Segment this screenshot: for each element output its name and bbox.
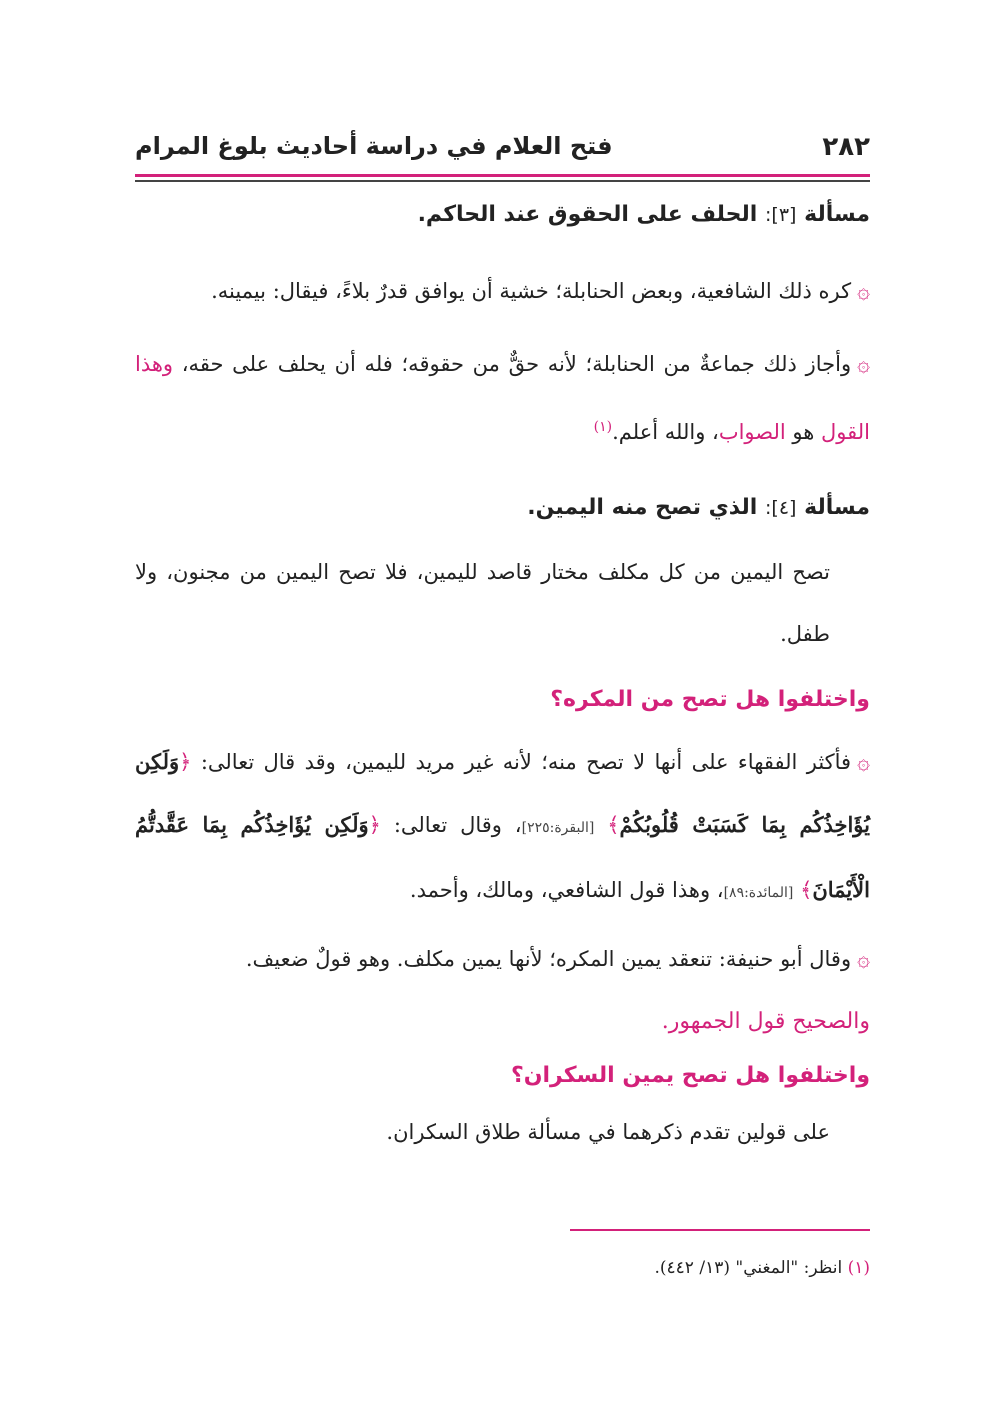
highlight-text: الصواب — [718, 420, 786, 444]
footnote-text: انظر: "المغني" (١٣/ ٤٤٢). — [654, 1258, 843, 1278]
section-number: [٤]: — [764, 497, 797, 519]
section-label: مسألة — [804, 495, 870, 520]
question-heading-1: واختلفوا هل تصح من المكره؟ — [550, 687, 870, 712]
paragraph-text: فأكثر الفقهاء على أنها لا تصح منه؛ لأنه غير مريد لليمين، وقد قال تعالى: — [200, 750, 852, 774]
section-heading-4 — [135, 493, 870, 523]
quran-verse: وَلَكِن يُؤَاخِذُكُم بِمَا كَسَبَتْ قُلُوبُكُمْ — [135, 749, 870, 837]
flower-icon: ۞ — [857, 352, 870, 377]
paragraph-text: ، والله أعلم. — [612, 420, 719, 444]
footnote-number: (١) — [847, 1258, 870, 1278]
paragraph-text: كره ذلك الشافعية، وبعض الحنابلة؛ خشية أن يوافق قدرٌ بلاءً، فيقال: بيمينه. — [211, 279, 852, 303]
question-heading-2: واختلفوا هل تصح يمين السكران؟ — [510, 1063, 870, 1088]
page-body — [135, 180, 870, 1163]
quran-open-bracket: ﴿ — [179, 750, 192, 774]
section-heading-3 — [135, 200, 870, 230]
paragraph-7 — [135, 1101, 870, 1163]
section-title: الذي تصح منه اليمين. — [527, 495, 758, 520]
flower-icon: ۞ — [857, 750, 870, 775]
paragraph-text: ، وهذا قول الشافعي، ومالك، وأحمد. — [409, 878, 724, 902]
paragraph-5 — [135, 928, 870, 991]
page-header — [135, 120, 870, 176]
header-rule-pink — [135, 174, 870, 177]
paragraph-4 — [135, 731, 870, 924]
section-title: الحلف على الحقوق عند الحاكم. — [417, 202, 758, 227]
verse-reference: [البقرة:٢٢٥] — [521, 820, 595, 836]
section-number: [٣]: — [764, 204, 797, 226]
verse-reference: [المائدة:٨٩] — [723, 885, 794, 901]
paragraph-3 — [135, 541, 870, 665]
paragraph-text: هو — [792, 420, 815, 444]
flower-icon: ۞ — [857, 279, 870, 304]
paragraph-text: وقال أبو حنيفة: تنعقد يمين المكره؛ لأنها يمين مكلف. وهو قولٌ ضعيف. — [245, 947, 852, 971]
quran-close-bracket: ﴾ — [800, 878, 813, 902]
paragraph-6: والصحيح قول الجمهور. — [661, 1009, 870, 1034]
quran-close-bracket: ﴾ — [607, 813, 620, 837]
highlight-text: وهذا القول — [135, 352, 870, 444]
paragraph-1 — [135, 260, 870, 323]
flower-icon: ۞ — [857, 947, 870, 972]
paragraph-text: ، وقال تعالى: — [393, 813, 522, 837]
footnote-marker[interactable]: (١) — [593, 419, 613, 435]
page-number: ٢٨٢ — [822, 132, 870, 162]
footnote-rule — [570, 1229, 870, 1231]
book-title: فتح العلام في دراسة أحاديث بلوغ المرام — [135, 132, 613, 160]
quran-verse: وَلَكِن يُؤَاخِذُكُم بِمَا عَقَّدتُّمُ الْأَيْمَانَ — [135, 812, 870, 902]
section-label: مسألة — [804, 202, 870, 227]
paragraph-text: تصح اليمين من كل مكلف مختار قاصد لليمين، فلا تصح اليمين من مجنون، ولا طفل. — [135, 560, 830, 646]
quran-open-bracket: ﴿ — [368, 813, 381, 837]
footnote — [135, 1258, 870, 1278]
paragraph-2 — [135, 333, 870, 463]
paragraph-text: وأجاز ذلك جماعةٌ من الحنابلة؛ لأنه حقٌّ من حقوقه؛ فله أن يحلف على حقه، — [181, 352, 852, 376]
paragraph-text: على قولين تقدم ذكرهما في مسألة طلاق السكران. — [386, 1120, 830, 1144]
